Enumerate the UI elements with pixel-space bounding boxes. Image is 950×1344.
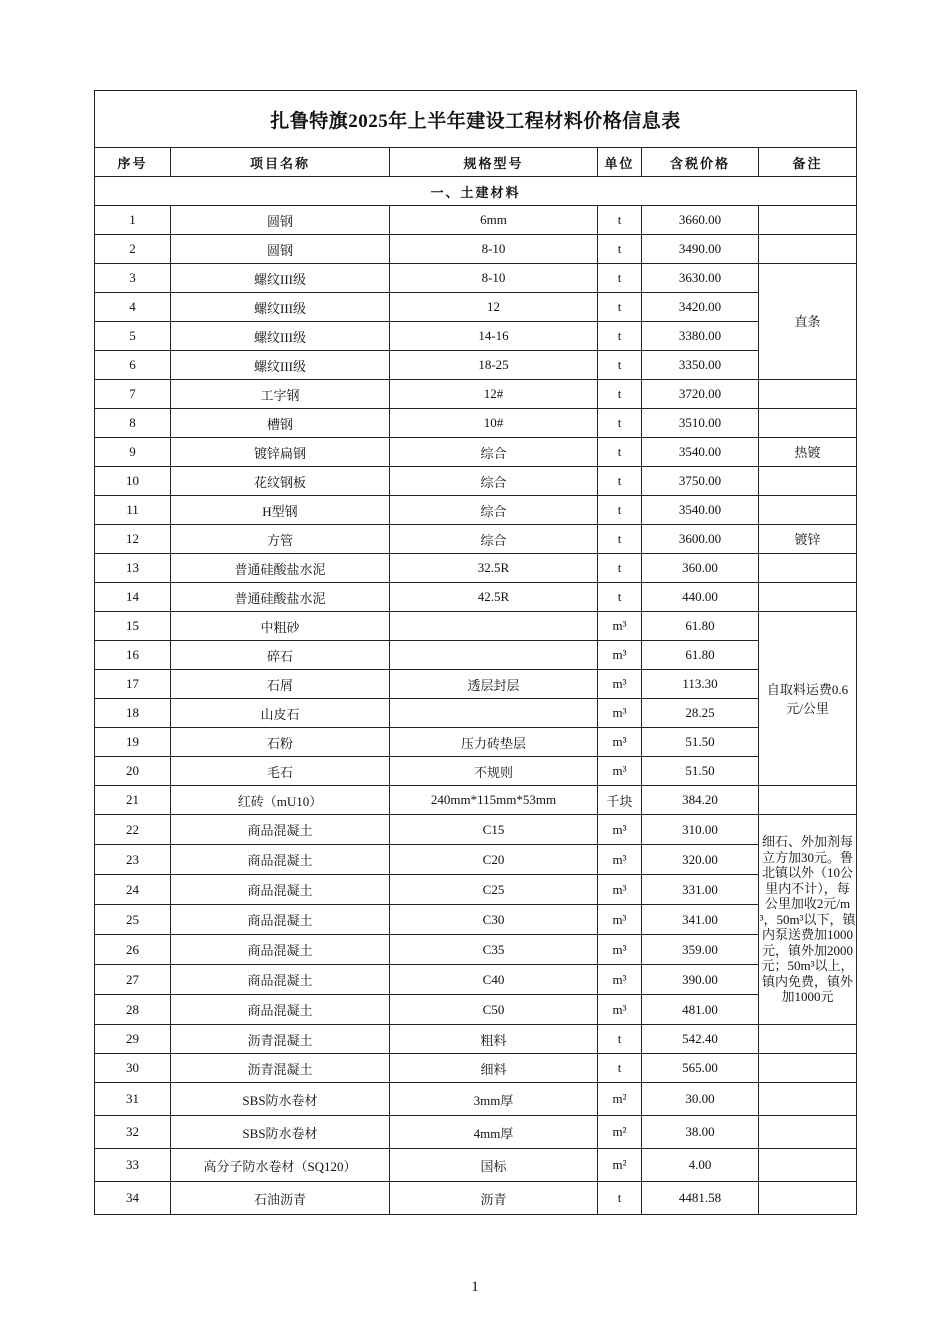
cell-name: 螺纹III级 — [171, 351, 390, 380]
cell-no: 20 — [95, 757, 171, 786]
header-note: 备注 — [759, 148, 857, 177]
cell-price: 3350.00 — [642, 351, 759, 380]
cell-name: 碎石 — [171, 641, 390, 670]
table-row — [95, 875, 857, 905]
cell-spec: 压力砖垫层 — [390, 728, 598, 757]
cell-name: 商品混凝土 — [171, 815, 390, 845]
cell-name: 商品混凝土 — [171, 965, 390, 995]
cell-name: 槽钢 — [171, 409, 390, 438]
cell-unit: m³ — [598, 995, 642, 1025]
cell-note-empty — [759, 1025, 857, 1054]
cell-name: 普通硅酸盐水泥 — [171, 554, 390, 583]
cell-unit: m² — [598, 1083, 642, 1116]
cell-spec: 综合 — [390, 496, 598, 525]
cell-name: 镀锌扁钢 — [171, 438, 390, 467]
table-row — [95, 1083, 857, 1116]
cell-price: 28.25 — [642, 699, 759, 728]
cell-price: 341.00 — [642, 905, 759, 935]
table-row — [95, 264, 857, 293]
cell-spec: C30 — [390, 905, 598, 935]
cell-spec — [390, 699, 598, 728]
cell-name: 毛石 — [171, 757, 390, 786]
cell-price: 360.00 — [642, 554, 759, 583]
cell-note-empty — [759, 467, 857, 496]
cell-note: 细石、外加剂每立方加30元。鲁北镇以外（10公里内不计），每公里加收2元/m³，50m³以下，镇内泵送费加1000元，镇外加2000元；50m³以上，镇内免费，镇外加1000元 — [759, 815, 857, 1025]
cell-unit: m³ — [598, 845, 642, 875]
cell-spec: 240mm*115mm*53mm — [390, 786, 598, 815]
cell-spec: 42.5R — [390, 583, 598, 612]
table-row — [95, 728, 857, 757]
table-row — [95, 1182, 857, 1215]
cell-note: 自取料运费0.6元/公里 — [759, 612, 857, 786]
cell-unit: t — [598, 351, 642, 380]
cell-no: 13 — [95, 554, 171, 583]
header-no: 序号 — [95, 148, 171, 177]
cell-price: 3600.00 — [642, 525, 759, 554]
cell-no: 11 — [95, 496, 171, 525]
cell-no: 7 — [95, 380, 171, 409]
header-unit: 单位 — [598, 148, 642, 177]
cell-price: 3380.00 — [642, 322, 759, 351]
cell-unit: t — [598, 206, 642, 235]
cell-no: 5 — [95, 322, 171, 351]
price-table — [94, 90, 857, 1215]
table-row — [95, 935, 857, 965]
table-row — [95, 699, 857, 728]
cell-price: 61.80 — [642, 641, 759, 670]
cell-unit: m³ — [598, 612, 642, 641]
cell-unit: t — [598, 467, 642, 496]
cell-name: 方管 — [171, 525, 390, 554]
cell-unit: m³ — [598, 641, 642, 670]
cell-no: 26 — [95, 935, 171, 965]
cell-name: 商品混凝土 — [171, 935, 390, 965]
cell-price: 38.00 — [642, 1116, 759, 1149]
cell-unit: m³ — [598, 699, 642, 728]
cell-name: H型钢 — [171, 496, 390, 525]
cell-price: 440.00 — [642, 583, 759, 612]
cell-spec — [390, 612, 598, 641]
cell-name: SBS防水卷材 — [171, 1116, 390, 1149]
cell-unit: t — [598, 1025, 642, 1054]
cell-note-empty — [759, 380, 857, 409]
cell-unit: t — [598, 264, 642, 293]
cell-no: 29 — [95, 1025, 171, 1054]
cell-spec: C35 — [390, 935, 598, 965]
cell-name: 商品混凝土 — [171, 905, 390, 935]
cell-name: 商品混凝土 — [171, 995, 390, 1025]
table-row — [95, 965, 857, 995]
cell-price: 542.40 — [642, 1025, 759, 1054]
cell-note: 热镀 — [759, 438, 857, 467]
cell-price: 3750.00 — [642, 467, 759, 496]
cell-price: 3540.00 — [642, 438, 759, 467]
cell-spec: 沥青 — [390, 1182, 598, 1215]
cell-name: 商品混凝土 — [171, 875, 390, 905]
cell-no: 4 — [95, 293, 171, 322]
cell-spec: 6mm — [390, 206, 598, 235]
cell-note-empty — [759, 1083, 857, 1116]
cell-unit: t — [598, 322, 642, 351]
page-number: 1 — [471, 1279, 479, 1295]
cell-price: 331.00 — [642, 875, 759, 905]
cell-unit: t — [598, 380, 642, 409]
cell-price: 565.00 — [642, 1054, 759, 1083]
cell-spec: 粗料 — [390, 1025, 598, 1054]
cell-spec: C25 — [390, 875, 598, 905]
table-row — [95, 1149, 857, 1182]
cell-name: 沥青混凝土 — [171, 1054, 390, 1083]
cell-no: 14 — [95, 583, 171, 612]
table-row — [95, 322, 857, 351]
cell-price: 3630.00 — [642, 264, 759, 293]
cell-unit: t — [598, 554, 642, 583]
cell-spec: 3mm厚 — [390, 1083, 598, 1116]
cell-no: 9 — [95, 438, 171, 467]
cell-unit: t — [598, 496, 642, 525]
cell-unit: t — [598, 1054, 642, 1083]
cell-unit: m³ — [598, 670, 642, 699]
cell-name: 螺纹III级 — [171, 293, 390, 322]
cell-price: 4.00 — [642, 1149, 759, 1182]
cell-no: 3 — [95, 264, 171, 293]
cell-note-empty — [759, 409, 857, 438]
section-title: 一、土建材料 — [95, 177, 857, 206]
cell-no: 1 — [95, 206, 171, 235]
cell-name: 石油沥青 — [171, 1182, 390, 1215]
cell-no: 22 — [95, 815, 171, 845]
table-row — [95, 554, 857, 583]
table-row — [95, 995, 857, 1025]
cell-unit: t — [598, 583, 642, 612]
cell-name: 高分子防水卷材（SQ120） — [171, 1149, 390, 1182]
cell-unit: m³ — [598, 905, 642, 935]
table-row — [95, 380, 857, 409]
cell-unit: m² — [598, 1116, 642, 1149]
cell-spec: 综合 — [390, 438, 598, 467]
cell-note-empty — [759, 786, 857, 815]
cell-spec: 8-10 — [390, 264, 598, 293]
cell-unit: t — [598, 438, 642, 467]
table-row — [95, 438, 857, 467]
cell-name: SBS防水卷材 — [171, 1083, 390, 1116]
cell-name: 中粗砂 — [171, 612, 390, 641]
cell-spec: C40 — [390, 965, 598, 995]
cell-price: 481.00 — [642, 995, 759, 1025]
table-row — [95, 235, 857, 264]
cell-no: 28 — [95, 995, 171, 1025]
cell-no: 24 — [95, 875, 171, 905]
cell-price: 3660.00 — [642, 206, 759, 235]
cell-spec: 18-25 — [390, 351, 598, 380]
cell-no: 10 — [95, 467, 171, 496]
cell-name: 商品混凝土 — [171, 845, 390, 875]
cell-no: 15 — [95, 612, 171, 641]
header-name: 项目名称 — [171, 148, 390, 177]
header-spec: 规格型号 — [390, 148, 598, 177]
table-row — [95, 612, 857, 641]
cell-no: 33 — [95, 1149, 171, 1182]
cell-spec: 不规则 — [390, 757, 598, 786]
cell-note-empty — [759, 496, 857, 525]
table-row — [95, 409, 857, 438]
cell-note-empty — [759, 206, 857, 235]
cell-name: 石粉 — [171, 728, 390, 757]
cell-no: 21 — [95, 786, 171, 815]
cell-price: 61.80 — [642, 612, 759, 641]
cell-spec: 32.5R — [390, 554, 598, 583]
cell-name: 螺纹III级 — [171, 322, 390, 351]
cell-unit: t — [598, 235, 642, 264]
cell-price: 390.00 — [642, 965, 759, 995]
cell-no: 8 — [95, 409, 171, 438]
cell-price: 4481.58 — [642, 1182, 759, 1215]
table-row — [95, 815, 857, 845]
cell-spec: 国标 — [390, 1149, 598, 1182]
cell-no: 23 — [95, 845, 171, 875]
cell-no: 32 — [95, 1116, 171, 1149]
cell-name: 花纹钢板 — [171, 467, 390, 496]
cell-no: 25 — [95, 905, 171, 935]
table-row — [95, 293, 857, 322]
cell-unit: m³ — [598, 875, 642, 905]
cell-no: 16 — [95, 641, 171, 670]
cell-spec: 8-10 — [390, 235, 598, 264]
cell-note-empty — [759, 1182, 857, 1215]
cell-spec: 10# — [390, 409, 598, 438]
cell-price: 3420.00 — [642, 293, 759, 322]
cell-name: 山皮石 — [171, 699, 390, 728]
cell-spec: 综合 — [390, 525, 598, 554]
cell-spec: C20 — [390, 845, 598, 875]
cell-unit: t — [598, 293, 642, 322]
table-row — [95, 583, 857, 612]
cell-unit: m³ — [598, 815, 642, 845]
cell-name: 石屑 — [171, 670, 390, 699]
table-row — [95, 757, 857, 786]
table-row — [95, 670, 857, 699]
table-row — [95, 206, 857, 235]
cell-price: 51.50 — [642, 757, 759, 786]
table-row — [95, 525, 857, 554]
cell-note: 直条 — [759, 264, 857, 380]
cell-spec: 12# — [390, 380, 598, 409]
cell-price: 384.20 — [642, 786, 759, 815]
cell-spec: 4mm厚 — [390, 1116, 598, 1149]
cell-spec: C50 — [390, 995, 598, 1025]
table-row — [95, 905, 857, 935]
cell-no: 2 — [95, 235, 171, 264]
cell-no: 34 — [95, 1182, 171, 1215]
cell-price: 30.00 — [642, 1083, 759, 1116]
cell-name: 红砖（mU10） — [171, 786, 390, 815]
cell-no: 17 — [95, 670, 171, 699]
cell-note-empty — [759, 1054, 857, 1083]
cell-no: 27 — [95, 965, 171, 995]
cell-note-empty — [759, 235, 857, 264]
cell-name: 普通硅酸盐水泥 — [171, 583, 390, 612]
cell-name: 圆钢 — [171, 235, 390, 264]
cell-note-empty — [759, 583, 857, 612]
cell-unit: t — [598, 409, 642, 438]
cell-price: 310.00 — [642, 815, 759, 845]
table-row — [95, 496, 857, 525]
table-row — [95, 351, 857, 380]
table-title: 扎鲁特旗2025年上半年建设工程材料价格信息表 — [95, 91, 857, 148]
cell-spec: 细料 — [390, 1054, 598, 1083]
cell-unit: 千块 — [598, 786, 642, 815]
cell-name: 沥青混凝土 — [171, 1025, 390, 1054]
cell-unit: m³ — [598, 965, 642, 995]
cell-note: 镀锌 — [759, 525, 857, 554]
cell-price: 113.30 — [642, 670, 759, 699]
cell-unit: t — [598, 525, 642, 554]
cell-no: 12 — [95, 525, 171, 554]
cell-spec: 14-16 — [390, 322, 598, 351]
cell-no: 19 — [95, 728, 171, 757]
cell-no: 30 — [95, 1054, 171, 1083]
cell-name: 螺纹III级 — [171, 264, 390, 293]
cell-unit: t — [598, 1182, 642, 1215]
cell-no: 6 — [95, 351, 171, 380]
cell-spec: 透层封层 — [390, 670, 598, 699]
cell-price: 3490.00 — [642, 235, 759, 264]
cell-unit: m³ — [598, 728, 642, 757]
table-row — [95, 845, 857, 875]
cell-spec: 12 — [390, 293, 598, 322]
cell-name: 圆钢 — [171, 206, 390, 235]
cell-price: 320.00 — [642, 845, 759, 875]
cell-price: 51.50 — [642, 728, 759, 757]
cell-spec — [390, 641, 598, 670]
cell-price: 3720.00 — [642, 380, 759, 409]
cell-note-empty — [759, 554, 857, 583]
cell-note-empty — [759, 1116, 857, 1149]
table-row — [95, 641, 857, 670]
cell-price: 359.00 — [642, 935, 759, 965]
cell-price: 3510.00 — [642, 409, 759, 438]
cell-note-empty — [759, 1149, 857, 1182]
cell-no: 31 — [95, 1083, 171, 1116]
cell-unit: m² — [598, 1149, 642, 1182]
cell-name: 工字钢 — [171, 380, 390, 409]
header-price: 含税价格 — [642, 148, 759, 177]
cell-unit: m³ — [598, 757, 642, 786]
cell-spec: 综合 — [390, 467, 598, 496]
cell-price: 3540.00 — [642, 496, 759, 525]
cell-no: 18 — [95, 699, 171, 728]
table-row — [95, 786, 857, 815]
table-row — [95, 1025, 857, 1054]
table-row — [95, 1054, 857, 1083]
table-row — [95, 1116, 857, 1149]
cell-unit: m³ — [598, 935, 642, 965]
cell-spec: C15 — [390, 815, 598, 845]
table-row — [95, 467, 857, 496]
